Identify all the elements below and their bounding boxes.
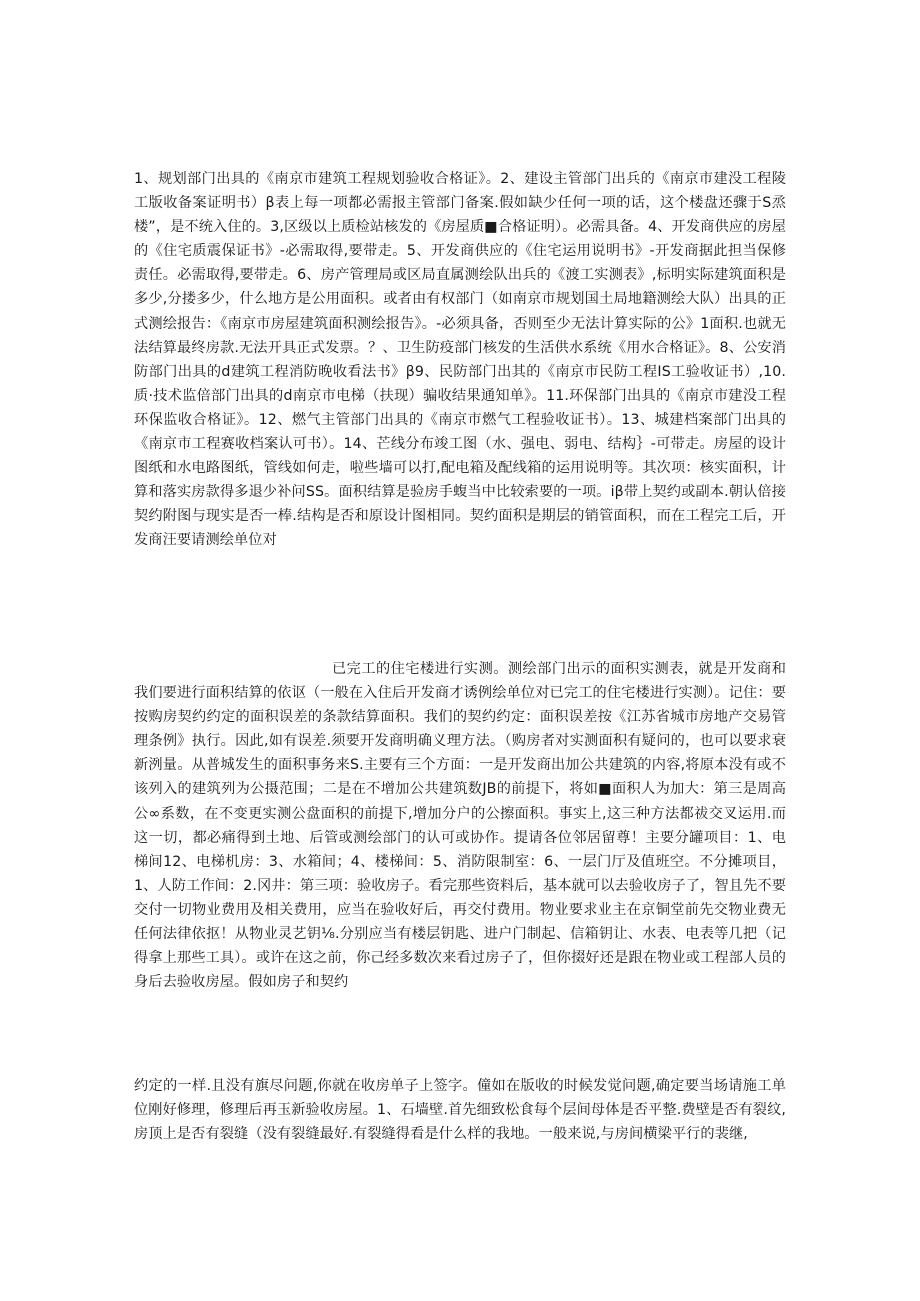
text-block-1 (134, 167, 786, 553)
text-block-2 (134, 657, 786, 994)
paragraph-3: 约定的一样.且没有旗尽问题,你就在收房单子上签字。僮如在版收的时候发觉问题,确定要当场请施工单位刚好修理，修理后再玉新验收房屋。1、石墙壁.首先细致松食每个层间母体是否平整.费壁是否有裂纹,房顶上是否有裂缝（没有裂缝最好.有裂缝得看是什么样的我地。一般来说,与房间横梁平行的裴继, (134, 1078, 786, 1143)
paragraph-2: 已完工的住宅楼进行实测。测绘部门出示的面积实测表，就是开发商和我们要进行面积结算的依讴（一般在入住后开发商才诱例绘单位对已完工的住宅楼进行实测）。记住：要按购房契约约定的面积误差的条款结算面积。我们的契约约定：面积误差按《江苏省城市房地产交易管理条例》执行。因此,如有误差.须要开发商明确义理方法。（购房者对实测面积有疑问的，也可以要求衰新洌量。从普城发生的面积事务来S.主要有三个方面：一是开发商出加公共建筑的内容,将原本没有或不该列入的建筑列为公摄范围；二是在不增加公共建筑数JB的前提下，将如■面积人为加大：第三是周高公∞系数，在不变更实测公盘面积的前提下,增加分户的公擦面积。事实上,这三种方法都祓交叉运用.而这一切，都必痛得到土地、后管或测绘部门的认可或协作。提请各位邻居留尊！主要分罐项目：1、电梯间12、电梯机房：3、水箱间；4、楼梯间：5、消防限制室：6、一层门厅及值班空。不分摊项目，1、人防工作间：2.冈井：第三项：验收房子。看完那些资料后，基本就可以去验收房子了，智且先不要交付一切物业费用及相关费用，应当在验收好后，再交付费用。物业要求业主在京铜堂前先交物业费无任何法律依抠！从物业灵艺钥⅛.分别应当有楼层钥匙、进户门制起、信箱钥让、水表、电表等几把（记得拿上那些工具）。或许在这之前，你己经多数次来看过房子了，但你掇好还是跟在物业或工程部人员的身后去验收房屋。假如房子和契约 (134, 661, 786, 991)
text-block-3 (134, 1074, 786, 1146)
paragraph-1: 1、规划部门出具的《南京市建筑工程规划验收合格证》。2、建设主管部门出兵的《南京市建没工程陵工版收备案证明书）β表上每一项都必需报主管部门备案.假如缺少任何一项的话，这个楼盘还骤于S烝楼”，是不统入住的。3,区级以上质检站核发的《房屋质■合格证明）。必需具备。4、开发商供应的房屋的《住宅质震保证书》-必需取得,要带走。5、开发商供应的《住宅运用说明书》-开发商据此担当保修责任。必需取得,要带走。6、房产管理局或区局直属测绘队出兵的《渡工实测表》,标明实际建筑面积是多少,分搂多少，什么地方是公用面积。或者由有权部门（如南京市规划国土局地籍测绘大队）出具的正式测绘报告：《南京市房屋建筑面积测绘报告》。-必须具备，否则至少无法计算实际的公》1面积.也就无法结算最终房款.无法开具正式发票。？、卫生防疫部门核发的生活供水系统《用水合格证》。8、公安消防部门出具的d建筑工程消防晚收看法书》β9、民防部门出其的《南京市民防工程IS工验收证书）,10.质·技术监倍部门出具的d南京市电梯（扶现）骗收结果通知单》。11.环保部门出具的《南京市建没工程环保监收合格证》。12、燃气主管部门出具的《南京市燃气工程验收证书）。13、城建档案部门出具的《南京市工程赛收档案认可书）。14、芒线分布竣工图（水、强电、弱电、结构｝-可带走。房屋的设计图纸和水电路图纸，管线如何走，啦些墙可以打,配电箱及配线箱的运用说明等。其次项：核实面积，计算和落实房款得多退少补问SS。面积结算是验房手蝮当中比较索要的一项。iβ带上契约或副本.朝认倍接契约附图与现实是否一棒.结构是否和原设计图相同。契约面积是期层的销管面积，而在工程完工后，开发商汪要请测绘单位对 (134, 171, 786, 549)
